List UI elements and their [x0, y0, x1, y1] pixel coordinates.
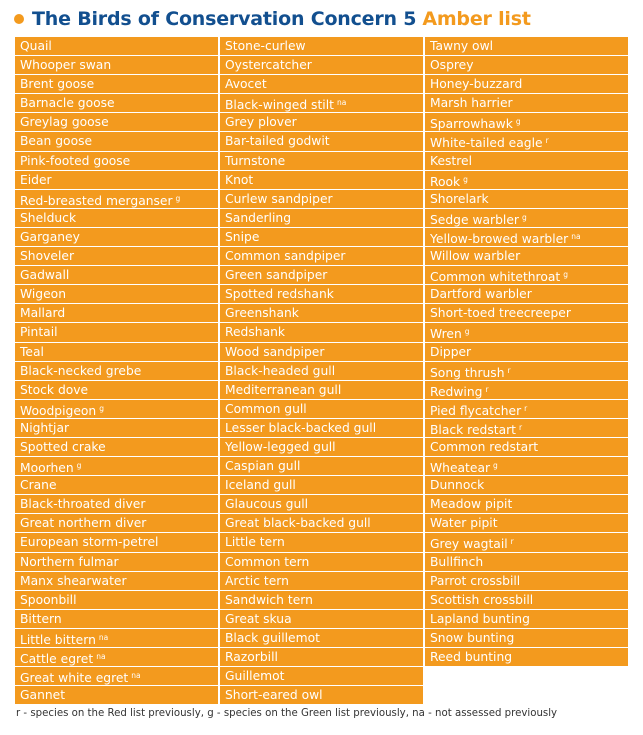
- species-name: Barnacle goose: [20, 96, 115, 111]
- species-cell: [15, 285, 218, 303]
- status-note: na: [96, 652, 106, 661]
- species-name: Willow warbler: [430, 249, 521, 264]
- species-cell: [15, 171, 218, 189]
- species-name: White-tailed eagle: [430, 136, 543, 151]
- species-name: Common sandpiper: [225, 249, 346, 264]
- species-cell: [220, 629, 423, 647]
- species-column: [220, 37, 423, 704]
- status-note: r: [518, 422, 523, 432]
- status-note: g: [493, 461, 498, 471]
- species-name: Sedge warbler: [430, 212, 519, 227]
- species-cell: [425, 247, 628, 265]
- title-main: The Birds of Conservation Concern 5: [32, 8, 417, 30]
- species-name: Lesser black-backed gull: [225, 420, 377, 435]
- species-cell: [220, 419, 423, 437]
- species-cell: [220, 94, 423, 112]
- species-name: Stone-curlew: [225, 39, 306, 53]
- species-cell: [425, 553, 628, 571]
- species-cell: [15, 132, 218, 150]
- species-cell: [15, 495, 218, 513]
- page-title: [14, 6, 531, 32]
- status-note: r: [510, 537, 514, 547]
- species-cell: [220, 228, 423, 246]
- species-name: Whooper swan: [20, 58, 112, 73]
- species-cell: [425, 228, 628, 246]
- species-name: Great skua: [225, 611, 292, 626]
- species-name: Guillemot: [225, 669, 285, 684]
- species-cell: [220, 648, 423, 666]
- species-cell: [425, 495, 628, 513]
- status-note: g: [515, 117, 521, 127]
- species-name: Wigeon: [20, 287, 66, 302]
- species-name: Snipe: [225, 229, 260, 244]
- status-note: g: [521, 212, 527, 222]
- species-cell: [220, 132, 423, 150]
- species-cell: [425, 438, 628, 456]
- species-name: Bittern: [20, 611, 62, 626]
- species-name: Black-headed gull: [225, 363, 336, 378]
- species-cell: [220, 476, 423, 494]
- species-name: Bean goose: [20, 134, 93, 149]
- species-name: Wood sandpiper: [225, 344, 325, 359]
- status-note: r: [524, 403, 528, 413]
- species-cell: [220, 572, 423, 590]
- species-name: Black redstart: [430, 422, 516, 437]
- species-cell: [425, 343, 628, 361]
- species-column: [425, 37, 628, 704]
- species-cell: [15, 113, 218, 131]
- species-name: Grey plover: [225, 115, 297, 130]
- species-name: Parrot crossbill: [430, 573, 521, 588]
- species-cell: [220, 591, 423, 609]
- species-name: Rook: [430, 174, 461, 189]
- species-cell: [15, 209, 218, 227]
- species-cell: [15, 686, 218, 704]
- species-name: Dipper: [430, 344, 472, 359]
- species-name: Nightjar: [20, 420, 70, 435]
- species-cell: [15, 190, 218, 208]
- species-cell: [220, 457, 423, 475]
- species-cell: [15, 514, 218, 532]
- species-name: Meadow pipit: [430, 497, 513, 512]
- species-cell: [220, 533, 423, 551]
- species-cell: [425, 381, 628, 399]
- species-name: Reed bunting: [430, 650, 513, 664]
- species-cell: [220, 113, 423, 131]
- species-cell: [15, 533, 218, 551]
- species-cell: [15, 37, 218, 55]
- species-name: Yellow-browed warbler: [430, 231, 569, 246]
- species-cell: [425, 171, 628, 189]
- species-name: Shoveler: [20, 249, 75, 264]
- species-cell: [220, 285, 423, 303]
- species-name: European storm-petrel: [20, 535, 159, 550]
- species-cell: [425, 190, 628, 208]
- species-cell: [220, 381, 423, 399]
- species-name: Redshank: [225, 325, 286, 340]
- species-cell: [220, 667, 423, 685]
- status-note: r: [507, 365, 511, 375]
- species-name: Teal: [20, 344, 44, 359]
- species-name: Spotted redshank: [225, 287, 334, 302]
- species-name: Grey wagtail: [430, 537, 508, 552]
- species-name: Arctic tern: [225, 573, 289, 588]
- species-cell: [15, 343, 218, 361]
- species-cell: [15, 362, 218, 380]
- species-cell: [425, 285, 628, 303]
- species-name: Short-toed treecreeper: [430, 306, 571, 321]
- species-name: Moorhen: [20, 461, 74, 476]
- species-cell: [15, 667, 218, 685]
- species-name: Pink-footed goose: [20, 153, 131, 168]
- status-note: r: [485, 384, 489, 394]
- species-cell: [425, 152, 628, 170]
- species-name: Black-throated diver: [20, 497, 146, 512]
- species-name: Song thrush: [430, 365, 505, 380]
- species-name: Honey-buzzard: [430, 77, 523, 92]
- species-name: Bullfinch: [430, 554, 484, 569]
- species-name: Marsh harrier: [430, 96, 513, 111]
- species-name: Wheatear: [430, 461, 491, 476]
- species-name: Glaucous gull: [225, 497, 309, 512]
- species-name: Snow bunting: [430, 630, 515, 645]
- species-cell: [15, 94, 218, 112]
- species-name: Greenshank: [225, 306, 299, 321]
- species-cell: [220, 362, 423, 380]
- species-cell: [15, 648, 218, 666]
- species-cell: [15, 247, 218, 265]
- species-name: Common gull: [225, 401, 307, 416]
- species-name: Turnstone: [225, 153, 286, 168]
- species-name: Cattle egret: [20, 652, 94, 666]
- species-name: Sandwich tern: [225, 592, 313, 607]
- species-name: Manx shearwater: [20, 573, 127, 588]
- species-name: Razorbill: [225, 650, 278, 664]
- species-cell: [425, 266, 628, 284]
- species-name: Great northern diver: [20, 516, 147, 531]
- species-name: Common redstart: [430, 439, 539, 454]
- species-name: Water pipit: [430, 516, 498, 531]
- species-cell: [425, 533, 628, 551]
- species-cell: [220, 171, 423, 189]
- species-name: Little bittern: [20, 632, 96, 647]
- species-cell: [15, 438, 218, 456]
- species-name: Gannet: [20, 688, 66, 703]
- species-cell: [425, 209, 628, 227]
- species-name: Eider: [20, 172, 52, 187]
- species-name: Shorelark: [430, 191, 489, 206]
- species-cell: [15, 457, 218, 475]
- species-name: Dartford warbler: [430, 287, 532, 302]
- species-cell: [425, 37, 628, 55]
- species-cell: [15, 56, 218, 74]
- status-note: g: [99, 403, 104, 413]
- status-note: na: [336, 98, 347, 108]
- species-cell: [425, 75, 628, 93]
- species-cell: [425, 400, 628, 418]
- species-name: Garganey: [20, 229, 80, 244]
- species-cell: [220, 553, 423, 571]
- status-note: na: [98, 632, 109, 642]
- species-name: Lapland bunting: [430, 611, 530, 626]
- status-note: g: [463, 174, 468, 184]
- species-cell: [220, 323, 423, 341]
- species-cell: [220, 266, 423, 284]
- species-name: Avocet: [225, 77, 267, 92]
- species-name: Gadwall: [20, 268, 70, 283]
- species-cell: [425, 476, 628, 494]
- species-name: Quail: [20, 39, 52, 53]
- species-cell: [425, 419, 628, 437]
- species-name: Green sandpiper: [225, 268, 328, 283]
- species-cell: [425, 132, 628, 150]
- species-name: Crane: [20, 478, 57, 493]
- species-name: Little tern: [225, 535, 285, 550]
- species-cell: [220, 438, 423, 456]
- species-name: Pintail: [20, 325, 58, 340]
- species-cell: [425, 94, 628, 112]
- species-cell: [425, 572, 628, 590]
- species-name: Common tern: [225, 554, 310, 569]
- species-name: Osprey: [430, 58, 474, 73]
- species-cell: [220, 610, 423, 628]
- species-name: Sparrowhawk: [430, 117, 513, 132]
- species-cell: [15, 381, 218, 399]
- footnote: r - species on the Red list previously, g - species on the Green list previously, na - not assessed previously: [16, 708, 558, 719]
- status-note: na: [131, 671, 141, 681]
- species-cell: [15, 419, 218, 437]
- status-note: g: [464, 327, 470, 337]
- species-cell: [220, 495, 423, 513]
- species-name: Knot: [225, 172, 254, 187]
- species-cell: [15, 266, 218, 284]
- species-cell: [425, 362, 628, 380]
- species-name: Spoonbill: [20, 592, 77, 607]
- species-name: Black-winged stilt: [225, 98, 334, 113]
- species-cell: [220, 686, 423, 704]
- species-name: Northern fulmar: [20, 554, 119, 569]
- species-name: Great white egret: [20, 671, 129, 686]
- species-name: Mallard: [20, 306, 66, 321]
- status-note: g: [76, 461, 82, 471]
- species-cell: [425, 323, 628, 341]
- status-note: na: [571, 231, 581, 241]
- species-name: Yellow-legged gull: [225, 439, 336, 454]
- species-name: Bar-tailed godwit: [225, 134, 330, 149]
- species-name: Woodpigeon: [20, 403, 97, 418]
- species-name: Oystercatcher: [225, 58, 312, 73]
- species-cell: [15, 152, 218, 170]
- species-name: Dunnock: [430, 478, 485, 493]
- species-cell: [220, 514, 423, 532]
- species-name: Brent goose: [20, 77, 95, 92]
- species-name: Sanderling: [225, 210, 291, 225]
- species-name: Curlew sandpiper: [225, 191, 333, 206]
- species-cell: [220, 56, 423, 74]
- species-name: Short-eared owl: [225, 688, 323, 703]
- status-note: g: [175, 193, 181, 203]
- species-name: Iceland gull: [225, 478, 296, 493]
- species-column: [15, 37, 218, 704]
- species-cell: [220, 400, 423, 418]
- title-accent: Amber list: [422, 8, 531, 30]
- species-cell: [425, 457, 628, 475]
- species-name: Tawny owl: [430, 39, 494, 53]
- species-cell: [15, 629, 218, 647]
- species-cell: [15, 304, 218, 322]
- species-cell: [425, 610, 628, 628]
- species-cell: [15, 572, 218, 590]
- species-cell: [15, 400, 218, 418]
- species-name: Shelduck: [20, 210, 77, 225]
- species-cell: [15, 610, 218, 628]
- species-cell: [220, 209, 423, 227]
- status-note: r: [545, 136, 549, 146]
- species-cell: [425, 304, 628, 322]
- species-name: Black guillemot: [225, 630, 320, 645]
- species-cell: [425, 113, 628, 131]
- species-cell: [15, 553, 218, 571]
- species-name: Great black-backed gull: [225, 516, 371, 531]
- species-name: Scottish crossbill: [430, 592, 534, 607]
- species-cell: [425, 629, 628, 647]
- species-cell: [220, 190, 423, 208]
- species-cell: [15, 228, 218, 246]
- species-name: Black-necked grebe: [20, 363, 142, 378]
- species-cell: [425, 591, 628, 609]
- species-cell: [425, 56, 628, 74]
- species-name: Spotted crake: [20, 439, 106, 454]
- species-name: Kestrel: [430, 153, 473, 168]
- species-cell: [425, 514, 628, 532]
- species-name: Wren: [430, 327, 462, 342]
- species-table: [15, 37, 629, 704]
- species-cell: [425, 648, 628, 666]
- species-cell: [220, 152, 423, 170]
- species-cell: [15, 476, 218, 494]
- species-name: Pied flycatcher: [430, 403, 522, 418]
- species-cell: [220, 343, 423, 361]
- species-cell: [220, 37, 423, 55]
- species-cell: [15, 591, 218, 609]
- species-cell: [220, 75, 423, 93]
- status-note: g: [563, 270, 568, 280]
- species-name: Mediterranean gull: [225, 382, 342, 397]
- bullet-icon: [14, 14, 24, 24]
- species-cell: [220, 247, 423, 265]
- species-name: Greylag goose: [20, 115, 109, 130]
- species-cell: [15, 75, 218, 93]
- species-cell: [220, 304, 423, 322]
- species-name: Red-breasted merganser: [20, 193, 173, 208]
- species-name: Caspian gull: [225, 459, 301, 474]
- species-name: Redwing: [430, 384, 483, 399]
- species-name: Common whitethroat: [430, 270, 561, 285]
- species-name: Stock dove: [20, 382, 89, 397]
- species-cell: [15, 323, 218, 341]
